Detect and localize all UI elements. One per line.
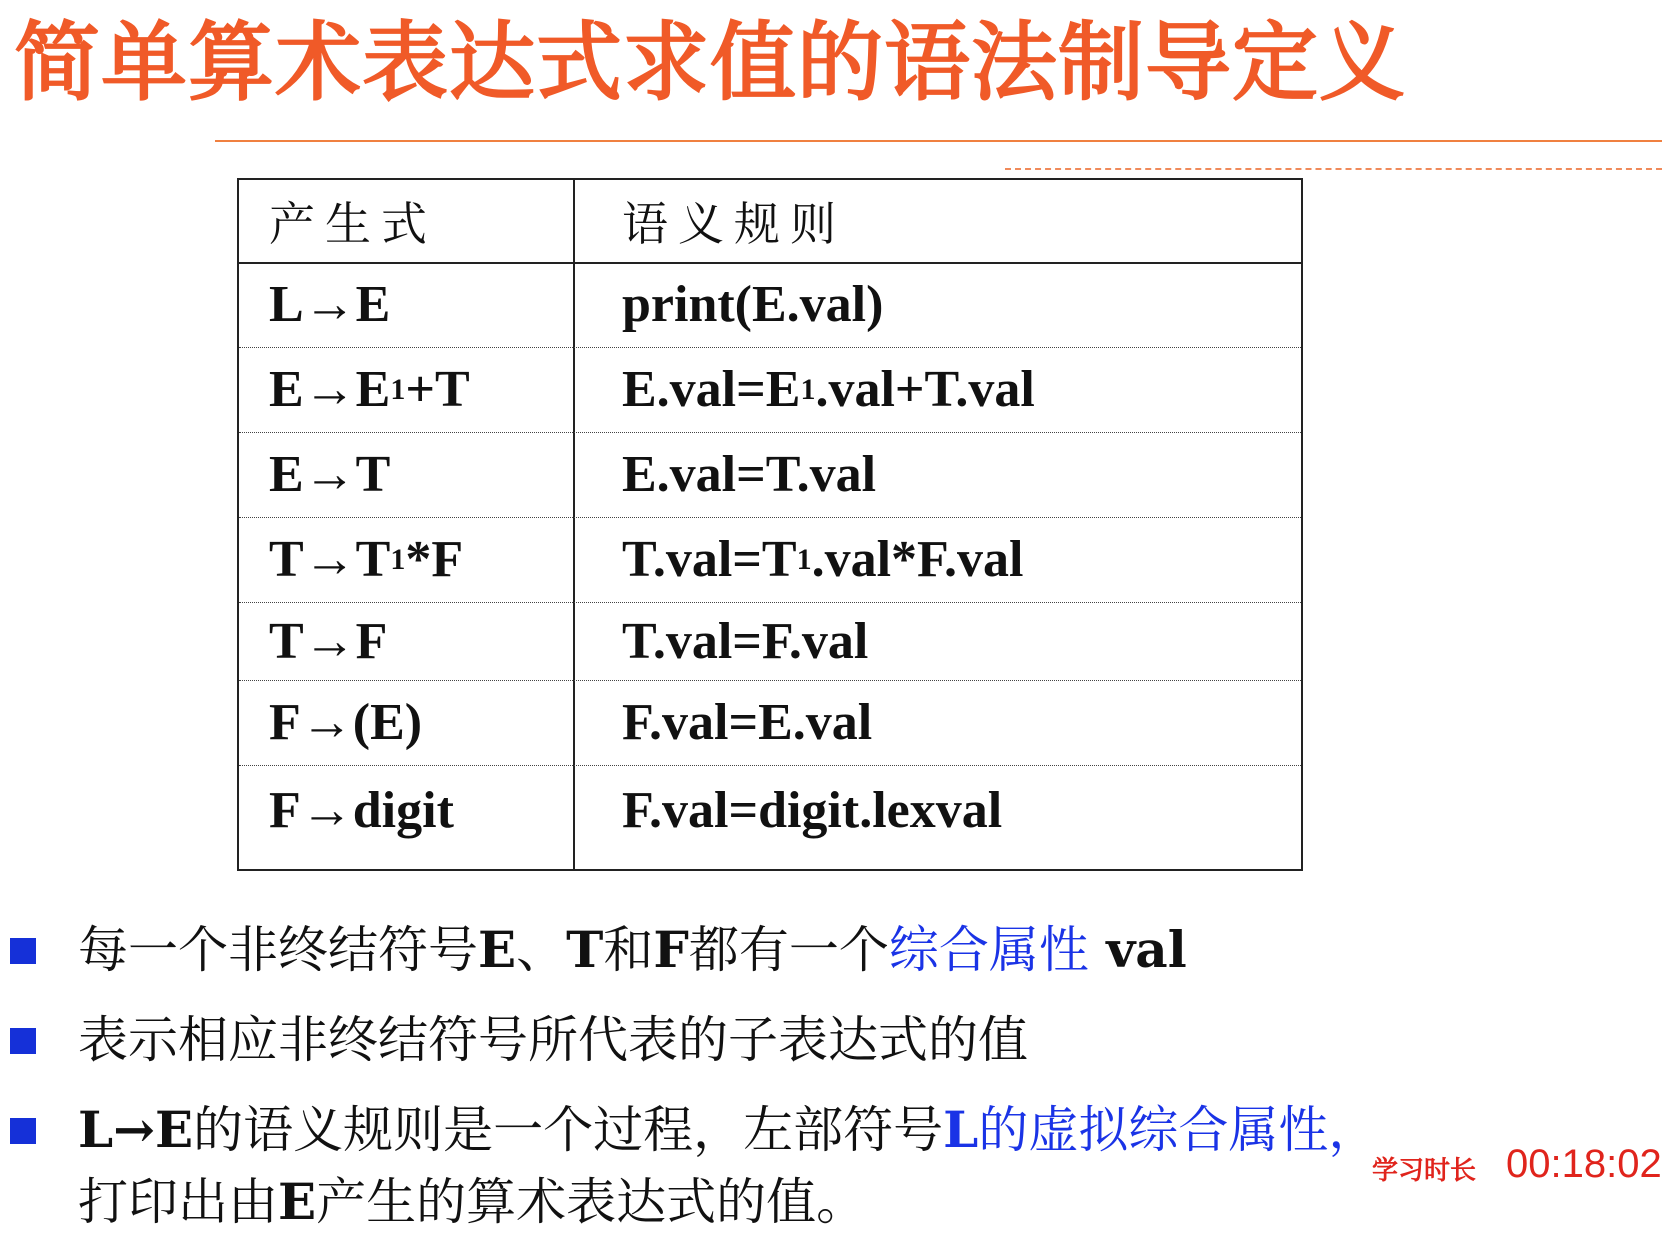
production-text: F→digit: [269, 781, 454, 839]
slide-title: 简单算术表达式求值的语法制导定义: [14, 13, 1406, 113]
table-row: [239, 347, 1301, 433]
bullet-continuation: [78, 1170, 866, 1234]
rule-text: E.val=E: [622, 361, 801, 418]
rule-text: T.val=F.val: [622, 612, 869, 670]
text-run: 产生的算术表达式的值。: [316, 1173, 867, 1231]
table-row: [239, 262, 1301, 348]
rule-text: E.val=T.val: [622, 446, 877, 503]
table-row: [239, 602, 1301, 681]
rule-cell: E.val=E 1 .val+T.val: [622, 361, 1035, 418]
production-tail: +T: [405, 361, 470, 418]
rule-cell: [622, 432, 876, 517]
bullet-item-print-procedure: [10, 1098, 1378, 1162]
square-bullet-icon: [10, 938, 36, 964]
table-row: [239, 432, 1301, 518]
highlight-term: 的虚拟综合属性，: [978, 1101, 1379, 1159]
production-text: F→(E): [269, 694, 423, 751]
text-run: 、: [516, 921, 567, 979]
production-text: L→E: [269, 276, 391, 333]
bullet-text: [78, 1098, 1378, 1162]
study-time-value: 00:18:02: [1506, 1142, 1662, 1186]
text-run: L→E: [78, 1100, 194, 1159]
production-cell: [269, 432, 390, 517]
table-row: [239, 765, 1301, 869]
bullet-text: 表示相应非终结符号所代表的子表达式的值: [78, 1011, 1028, 1069]
text-run: 打印出由: [78, 1173, 278, 1231]
table-row: [239, 680, 1301, 766]
text-run: 都有一个: [688, 921, 889, 979]
production-cell: [269, 765, 454, 855]
production-cell: T→T 1 *F: [269, 531, 464, 588]
table-row: [239, 517, 1301, 603]
header-semantic-rule: 语义规则: [622, 197, 846, 251]
study-time-label: 学习时长: [1372, 1156, 1477, 1186]
rule-text: print(E.val): [622, 276, 884, 333]
table-header-row: [239, 180, 1301, 264]
rule-cell: [622, 680, 872, 765]
rule-text: T.val=T: [622, 531, 797, 588]
bullet-item-represents-value: [10, 1008, 1028, 1072]
text-run: E: [478, 920, 517, 979]
title-underline: [215, 140, 1662, 142]
rule-text: F.val=digit.lexval: [622, 781, 1003, 839]
rule-cell: [622, 765, 1002, 855]
text-run: val: [1088, 920, 1187, 979]
dashed-divider: [1005, 168, 1662, 170]
rule-cell: [622, 602, 868, 680]
rule-text: F.val=E.val: [622, 694, 873, 751]
text-run: 每一个非终结符号: [78, 921, 478, 979]
production-tail: *F: [405, 531, 464, 588]
text-run: T: [566, 920, 604, 979]
rule-tail: .val+T.val: [815, 361, 1035, 418]
bullet-text: [78, 918, 1187, 982]
production-text: E→E: [269, 361, 391, 418]
production-text: T→F: [269, 612, 388, 670]
text-run: 的语义规则是一个过程，左部符号: [193, 1101, 944, 1159]
production-cell: [269, 680, 422, 765]
square-bullet-icon: [10, 1028, 36, 1054]
rule-cell: [622, 262, 883, 347]
bullet-item-synthesized-attribute: [10, 918, 1187, 982]
rule-tail: .val*F.val: [811, 531, 1024, 588]
rule-cell: T.val=T 1 .val*F.val: [622, 531, 1024, 588]
production-cell: [269, 602, 387, 680]
text-run: F: [653, 920, 689, 979]
production-text: T→T: [269, 531, 391, 588]
highlight-term: L: [943, 1100, 979, 1159]
text-run: E: [278, 1172, 317, 1231]
header-production: 产生式: [269, 197, 437, 251]
production-text: E→T: [269, 446, 391, 503]
square-bullet-icon: [10, 1118, 36, 1144]
production-cell: [269, 262, 390, 347]
highlight-term: 综合属性: [888, 921, 1089, 979]
text-run: 和: [603, 921, 654, 979]
semantic-rules-table: [237, 178, 1303, 871]
production-cell: E→E 1 +T: [269, 361, 470, 418]
